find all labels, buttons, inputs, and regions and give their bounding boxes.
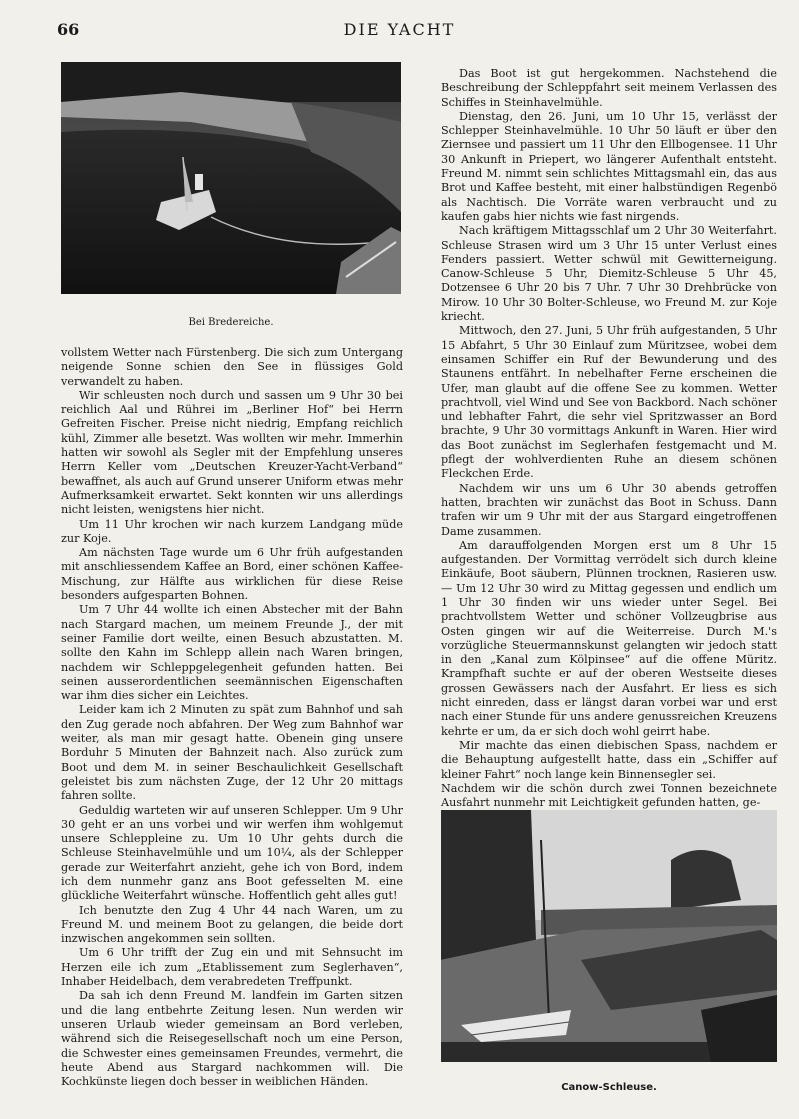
left-column bbox=[61, 346, 403, 1089]
figure-caption: Canow-Schleuse. bbox=[561, 1082, 657, 1093]
right-column bbox=[441, 67, 777, 810]
paragraph: Nachdem wir die schön durch zwei Tonnen bezeichnete Ausfahrt nunmehr mit Leichtigkeit gefunden hatten, ge- bbox=[441, 781, 777, 810]
paragraph: Mittwoch, den 27. Juni, 5 Uhr früh aufgestanden, 5 Uhr 15 Abfahrt, 5 Uhr 30 Einlauf zum Müritzsee, wobei dem einsamen Schiffer ein Ruf der Bewunderung und des Staunens entfährt. In nebelhafter Ferne erscheinen die Ufer, man glaubt auf die offene See zu kommen. Wetter prachtvoll, viel Wind und See von Backbord. Nach schöner und lebhafter Fahrt, die sehr viel Spritzwasser an Bord brachte, 9 Uhr 30 vormittags Ankunft in Waren. Hier wird das Boot zunächst im Seglerhafen festgemacht und M. pflegt der wohlverdienten Ruhe an diesem schönen Fleckchen Erde. bbox=[441, 324, 777, 481]
paragraph: Am darauffolgenden Morgen erst um 8 Uhr 15 aufgestanden. Der Vormittag verrödelt sich durch kleine Einkäufe, Boot säubern, Plünnen trocknen, Rasieren usw. — Um 12 Uhr 30 wird zu Mittag gegessen und endlich um 1 Uhr 30 finden wir uns wieder unter Segel. Bei prachtvollstem Wetter und schöner Vollzeugbrise aus Osten gingen wir auf die Weiterreise. Durch M.'s vorzügliche Steuermannskunst gelangten wir jedoch statt in den „Kanal zum Kölpinsee“ auf die offene Müritz. Krampfhaft suchte er auf der oberen Westseite dieses grossen Gewässers nach der Ausfahrt. Er liess es sich nicht einreden, dass er längst daran vorbei war und erst nach einer Stunde für uns andere genussreichen Kreuzens kehrte er um, da er sich doch wohl geirrt habe. bbox=[441, 538, 777, 738]
paragraph: Dienstag, den 26. Juni, um 10 Uhr 15, verlässt der Schlepper Steinhavelmühle. 10 Uhr 50 läuft er über den Ziernsee und passiert um 11 Uhr den Ellbogensee. 11 Uhr 30 Ankunft in Priepert, wo längerer Aufenthalt entsteht. Freund M. nimmt sein schlichtes Mittagsmahl ein, das aus Brot und Kaffee besteht, mit einer halbstündigen Regenbö als Nachtisch. Die Vorräte waren verbraucht und zu kaufen gabs hier nichts wie fast nirgends. bbox=[441, 109, 777, 223]
paragraph: Nach kräftigem Mittagsschlaf um 2 Uhr 30 Weiterfahrt. Schleuse Strasen wird um 3 Uhr 15 unter Verlust eines Fenders passiert. Wetter schwül mit Gewitterneigung. Canow-Schleuse 5 Uhr, Diemitz-Schleuse 5 Uhr 45, Dotzensee 6 Uhr 20 bis 7 Uhr. 7 Uhr 30 Drehbrücke von Mirow. 10 Uhr 30 Bolter-Schleuse, wo Freund M. zur Koje kriecht. bbox=[441, 224, 777, 324]
paragraph: Nachdem wir uns um 6 Uhr 30 abends getroffen hatten, brachten wir zunächst das Boot in Schuss. Dann trafen wir um 9 Uhr mit der aus Stargard eingetroffenen Dame zusammen. bbox=[441, 481, 777, 538]
paragraph: Um 7 Uhr 44 wollte ich einen Abstecher mit der Bahn nach Stargard machen, um meinem Freunde J., der mit seiner Familie dort weilte, einen Besuch abzustatten. M. sollte den Kahn im Schlepp allein nach Waren bringen, nachdem wir Schleppgelegenheit gefunden hatten. Bei seinen ausserordentlichen seemännischen Eigenschaften war ihm dies sicher ein Leichtes. bbox=[61, 603, 403, 703]
paragraph: Um 11 Uhr krochen wir nach kurzem Landgang müde zur Koje. bbox=[61, 517, 403, 545]
paragraph: Wir schleusten noch durch und sassen um 9 Uhr 30 bei reichlich Aal und Rührei im „Berliner Hof“ bei Herrn Gefreiten Fischer. Preise nicht niedrig, Empfang reichlich kühl, Zimmer alle besetzt. Was wollten wir mehr. Immerhin hatten wir sowohl als Segler mit der Empfehlung unseres Herrn Keller vom „Deutschen Kreuzer-Yacht-Verband“ bewaffnet, als auch auf Grund unserer Uniform etwas mehr Aufmerksamkeit erwartet. Sekt konnten wir uns allerdings nicht leisten, wenigstens hier nicht. bbox=[61, 388, 403, 517]
paragraph: Um 6 Uhr trifft der Zug ein und mit Sehnsucht im Herzen eile ich zum „Etablissement zum Seglerhaven“, Inhaber Heidelbach, dem verabredeten Treffpunkt. bbox=[61, 946, 403, 989]
photo-bredereiche bbox=[61, 62, 401, 294]
page-number: 66 bbox=[57, 20, 80, 39]
paragraph: Am nächsten Tage wurde um 6 Uhr früh aufgestanden mit anschliessendem Kaffee an Bord, einer schönen Kaffee-Mischung, zur Hälfte aus wirklichen für diese Reise besonders aufgesparten Bohnen. bbox=[61, 546, 403, 603]
paragraph: Ich benutzte den Zug 4 Uhr 44 nach Waren, um zu Freund M. und meinem Boot zu gelangen, die beide dort inzwischen angekommen sein sollten. bbox=[61, 903, 403, 946]
paragraph: Da sah ich denn Freund M. landfein im Garten sitzen und die lang entbehrte Zeitung lesen. Nun werden wir unseren Urlaub wieder gemeinsam an Bord verleben, während sich die Reisegesellschaft noch um eine Person, die Schwester eines gemeinsamen Freundes, vermehrt, die heute Abend aus Stargard nachkommen will. Die Kochkünste liegen doch besser in weiblichen Händen. bbox=[61, 989, 403, 1089]
paragraph: Mir machte das einen diebischen Spass, nachdem er die Behauptung aufgestellt hatte, dass ein „Schiffer auf kleiner Fahrt“ noch lange kein Binnensegler sei. bbox=[441, 738, 777, 781]
photo-canow-schleuse bbox=[441, 810, 777, 1062]
running-head: DIE YACHT bbox=[343, 20, 456, 39]
paragraph: vollstem Wetter nach Fürstenberg. Die sich zum Untergang neigende Sonne schien den See in flüssiges Gold verwandelt zu haben. bbox=[61, 346, 403, 388]
figure-caption: Bei Bredereiche. bbox=[188, 317, 274, 328]
paragraph: Das Boot ist gut hergekommen. Nachstehend die Beschreibung der Schleppfahrt seit meinem Verlassen des Schiffes in Steinhavelmühle. bbox=[441, 67, 777, 109]
paragraph: Leider kam ich 2 Minuten zu spät zum Bahnhof und sah den Zug gerade noch abfahren. Der Weg zum Bahnhof war weiter, als man mir gesagt hatte. Obenein ging unsere Borduhr 5 Minuten der Bahnzeit nach. Also zurück zum Boot und dem M. in seiner Beschaulichkeit Gesellschaft geleistet bis zum nächsten Zuge, der 12 Uhr 20 mittags fahren sollte. bbox=[61, 703, 403, 803]
paragraph: Geduldig warteten wir auf unseren Schlepper. Um 9 Uhr 30 geht er an uns vorbei und wir werfen ihm wohlgemut unsere Schleppleine zu. Um 10 Uhr gehts durch die Schleuse Steinhavelmühle und um 10¼, als der Schlepper gerade zur Weiterfahrt anzieht, gehe ich von Bord, indem ich dem nunmehr ganz ans Boot gefesselten M. eine glückliche Weiterfahrt wünsche. Hoffentlich geht alles gut! bbox=[61, 803, 403, 903]
